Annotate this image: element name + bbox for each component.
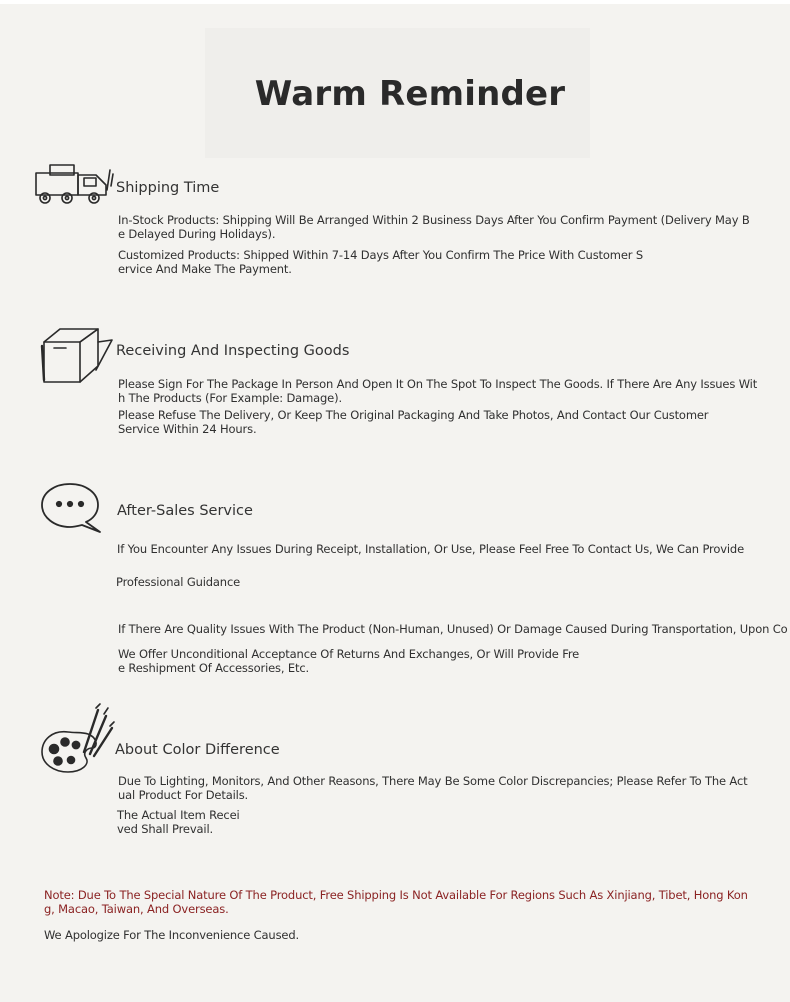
after-sales-contact-text: If You Encounter Any Issues During Receipt, Installation, Or Use, Please Feel Free To Contact Us, We Can Provide: [117, 542, 745, 556]
after-sales-guidance-text: Professional Guidance: [116, 575, 241, 589]
color-prevail-text: The Actual Item Recei ved Shall Prevail.: [117, 808, 240, 836]
receiving-refuse-text: Please Refuse The Delivery, Or Keep The Original Packaging And Take Photos, And Contact Our Customer Service Within 24 Hours.: [118, 408, 709, 436]
package-box-icon: [40, 326, 118, 386]
color-discrepancy-text: Due To Lighting, Monitors, And Other Reasons, There May Be Some Color Discrepancies; Please Refer To The Act ual Product For Details.: [118, 774, 748, 802]
section-heading-shipping: Shipping Time: [116, 180, 220, 196]
shipping-customized-text: Customized Products: Shipped Within 7-14 Days After You Confirm The Price With Customer S ervice And Make The Payment.: [118, 248, 643, 276]
apology-text: We Apologize For The Inconvenience Caused.: [44, 928, 299, 942]
truck-icon: [34, 162, 116, 208]
shipping-note: Note: Due To The Special Nature Of The Product, Free Shipping Is Not Available For Regions Such As Xinjiang, Tibet, Hong Kon g, Macao, Taiwan, And Overseas.: [44, 888, 748, 916]
after-sales-quality-text: If There Are Quality Issues With The Product (Non-Human, Unused) Or Damage Caused During Transportation, Upon Co: [118, 622, 788, 636]
page-title: Warm Reminder: [254, 74, 566, 114]
shipping-instock-text: In-Stock Products: Shipping Will Be Arranged Within 2 Business Days After You Confirm Payment (Delivery May B e Delayed During Holidays).: [118, 213, 750, 241]
paint-palette-icon: [38, 702, 116, 776]
after-sales-returns-text: We Offer Unconditional Acceptance Of Returns And Exchanges, Or Will Provide Fre e Reshipment Of Accessories, Etc.: [118, 647, 580, 675]
section-heading-color: About Color Difference: [115, 742, 280, 758]
top-strip: [0, 0, 790, 4]
section-heading-receiving: Receiving And Inspecting Goods: [116, 343, 350, 359]
receiving-sign-text: Please Sign For The Package In Person And Open It On The Spot To Inspect The Goods. If There Are Any Issues Wit h The Products (For Example: Damage).: [118, 377, 758, 405]
chat-bubble-icon: [40, 482, 104, 536]
section-heading-after-sales: After-Sales Service: [117, 503, 253, 519]
